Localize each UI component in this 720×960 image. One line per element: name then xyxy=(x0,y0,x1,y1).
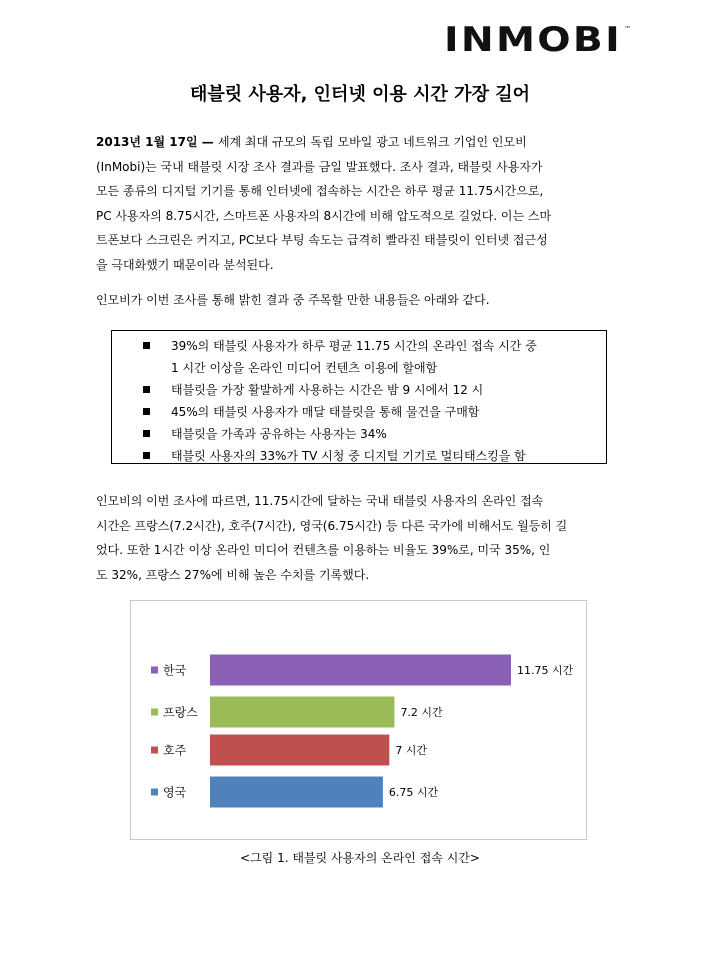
paragraph-line: 었다. 또한 1시간 이상 온라인 미디어 컨텐츠를 이용하는 비율도 39%로, 미국 35%, 인 xyxy=(96,543,551,557)
data-label: 11.75 시간 xyxy=(517,664,574,677)
bullet-square-icon xyxy=(143,452,150,459)
bar xyxy=(210,697,394,728)
paragraph-line: PC 사용자의 8.75시간, 스마트폰 사용자의 8시간에 비해 압도적으로 길었다. 이는 스마 xyxy=(96,208,552,223)
inmobi-logo xyxy=(444,22,632,54)
bullet-text: 태블릿 사용자의 33%가 TV 시청 중 디지털 기기로 멀티태스킹을 함 xyxy=(171,449,526,463)
bullet-text: 45%의 태블릿 사용자가 매달 태블릿을 통해 물건을 구매함 xyxy=(171,405,480,419)
paragraph-line: 시간은 프랑스(7.2시간), 호주(7시간), 영국(6.75시간) 등 다른 국가에 비해서도 월등히 길 xyxy=(96,518,568,533)
legend-swatch xyxy=(151,667,158,674)
paragraph-line-text: 세계 최대 규모의 독립 모바일 광고 네트워크 기업인 인모비 xyxy=(217,135,527,149)
paragraph-line: (InMobi)는 국내 태블릿 시장 조사 결과를 금일 발표했다. 조사 결과, 태블릿 사용자가 xyxy=(96,159,543,174)
figure-caption: <그림 1. 태블릿 사용자의 온라인 접속 시간> xyxy=(240,851,480,865)
bullet-square-icon xyxy=(143,408,150,415)
bar xyxy=(210,777,383,808)
bullet-text: 태블릿을 가족과 공유하는 사용자는 34% xyxy=(171,427,387,441)
bullet-text-continued: 1 시간 이상을 온라인 미디어 컨텐츠 이용에 할애함 xyxy=(171,361,438,375)
paragraph-line: 모든 종류의 디지털 기기를 통해 인터넷에 접속하는 시간은 하루 평균 11.75시간으로, xyxy=(96,184,544,198)
legend-label: 프랑스 xyxy=(163,705,198,720)
paragraph-line xyxy=(96,130,636,155)
logo-text: INMOBI xyxy=(444,22,622,54)
bar-chart xyxy=(131,601,586,839)
paragraph-line: 을 극대화했기 때문이라 분석된다. xyxy=(96,257,274,272)
date-lead: 2013년 1월 17일 — xyxy=(96,135,218,149)
trademark-symbol: ™ xyxy=(624,25,631,33)
data-label: 7.2 시간 xyxy=(400,706,443,719)
bullet-square-icon xyxy=(143,430,150,437)
bullet-text: 39%의 태블릿 사용자가 하루 평균 11.75 시간의 온라인 접속 시간 중 xyxy=(171,339,537,353)
document-title: 태블릿 사용자, 인터넷 이용 시간 가장 길어 xyxy=(189,84,531,105)
paragraph-line: 인모비의 이번 조사에 따르면, 11.75시간에 달하는 국내 태블릿 사용자의 온라인 접속 xyxy=(96,494,544,508)
paragraph-summary-intro: 인모비가 이번 조사를 통해 밝힌 결과 중 주목할 만한 내용들은 아래와 같다. xyxy=(96,293,490,307)
legend-swatch xyxy=(151,709,158,716)
legend-label: 호주 xyxy=(163,743,187,758)
bullet-square-icon xyxy=(143,342,150,349)
paragraph-comparison xyxy=(96,489,636,587)
legend-label: 한국 xyxy=(163,663,187,678)
legend-swatch xyxy=(151,789,158,796)
paragraph-intro xyxy=(96,130,636,277)
legend-label: 영국 xyxy=(163,785,187,800)
data-label: 6.75 시간 xyxy=(388,786,439,799)
bullet-square-icon xyxy=(143,386,150,393)
paragraph-line: 트폰보다 스크린은 커지고, PC보다 부팅 속도는 급격히 빨라진 태블릿이 인터넷 접근성 xyxy=(96,233,548,247)
data-label: 7 시간 xyxy=(395,744,428,757)
bullet-text: 태블릿을 가장 활발하게 사용하는 시간은 밤 9 시에서 12 시 xyxy=(171,383,484,397)
bar xyxy=(210,655,511,686)
chart-frame xyxy=(130,600,587,840)
bar xyxy=(210,735,389,766)
paragraph-line: 도 32%, 프랑스 27%에 비해 높은 수치를 기록했다. xyxy=(96,567,370,582)
legend-swatch xyxy=(151,747,158,754)
